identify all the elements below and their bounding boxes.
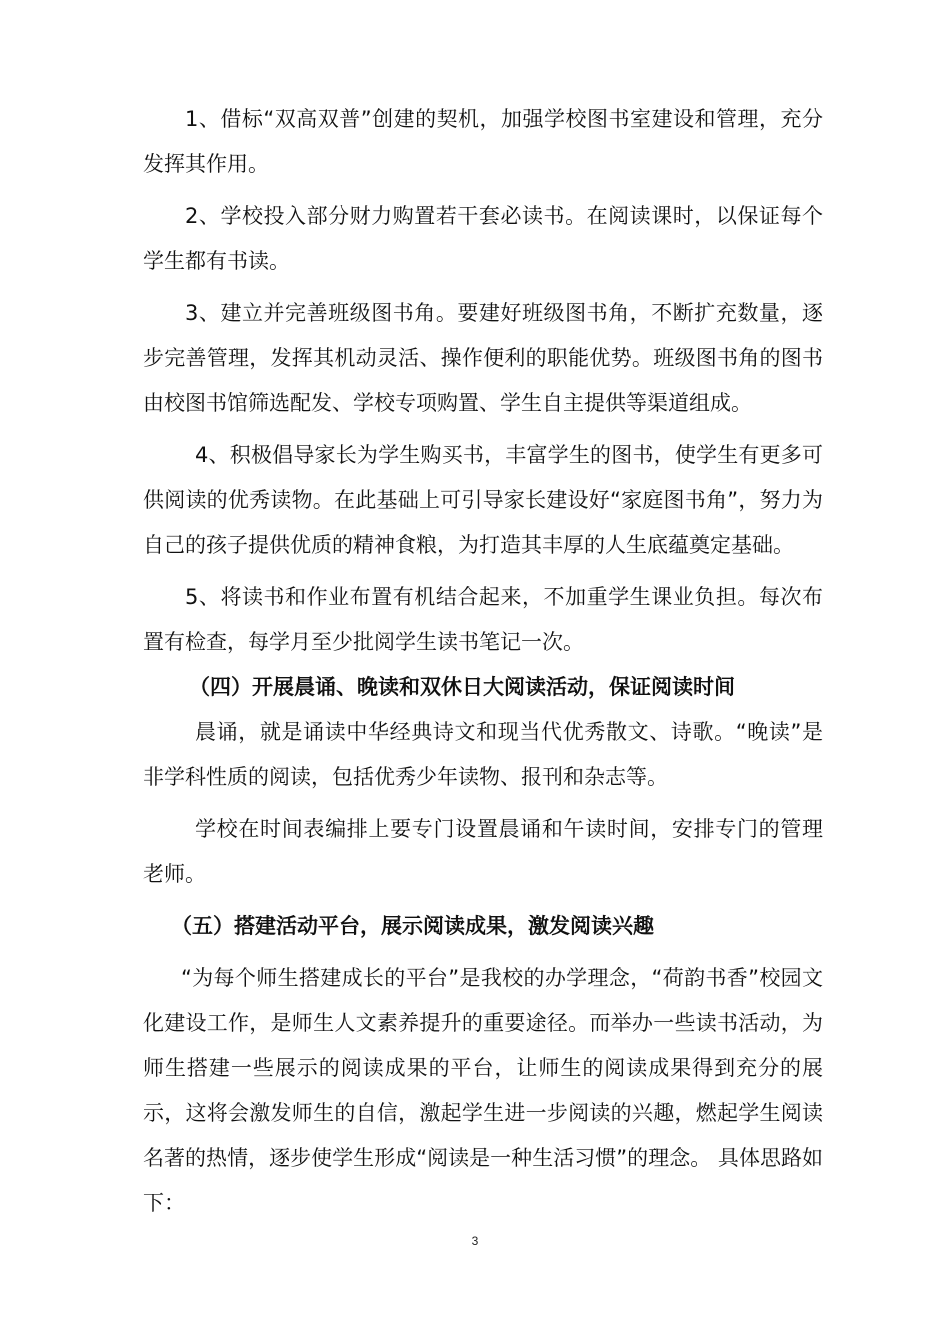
paragraph-item-1: 1、借标“双高双普”创建的契机，加强学校图书室建设和管理，充分发挥其作用。	[143, 107, 823, 176]
section-heading-5: （五）搭建活动平台，展示阅读成果，激发阅读兴趣	[171, 914, 654, 938]
paragraph-item-4: 4、积极倡导家长为学生购买书，丰富学生的图书，使学生有更多可供阅读的优秀读物。在此基础上可引导家长建设好“家庭图书角”，努力为自己的孩子提供优质的精神食粮，为打造其丰厚的人生底蕴奠定基础。	[143, 443, 823, 557]
paragraph-item-2: 2、学校投入部分财力购置若干套必读书。在阅读课时，以保证每个学生都有书读。	[143, 204, 823, 273]
document-body	[143, 97, 823, 1226]
paragraph-item-5: 5、将读书和作业布置有机结合起来，不加重学生课业负担。每次布置有检查，每学月至少批阅学生读书笔记一次。	[143, 585, 823, 654]
paragraph-item-3: 3、建立并完善班级图书角。要建好班级图书角，不断扩充数量，逐步完善管理，发挥其机动灵活、操作便利的职能优势。班级图书角的图书由校图书馆筛选配发、学校专项购置、学生自主提供等渠道组成。	[143, 301, 823, 415]
section-heading-4: （四）开展晨诵、晚读和双休日大阅读活动，保证阅读时间	[189, 675, 735, 699]
paragraph-platform: “为每个师生搭建成长的平台”是我校的办学理念，“荷韵书香”校园文化建设工作，是师生人文素养提升的重要途径。而举办一些读书活动，为师生搭建一些展示的阅读成果的平台，让师生的阅读成果得到充分的展示，这将会激发师生的自信，激起学生进一步阅读的兴趣，燃起学生阅读名著的热情，逐步使学生形成“阅读是一种生活习惯”的理念。 具体思路如下：	[143, 966, 823, 1215]
paragraph-schedule: 学校在时间表编排上要专门设置晨诵和午读时间，安排专门的管理老师。	[143, 817, 823, 886]
paragraph-morning-reading: 晨诵，就是诵读中华经典诗文和现当代优秀散文、诗歌。“晚读”是非学科性质的阅读，包括优秀少年读物、报刊和杂志等。	[143, 720, 823, 789]
page-number: 3	[471, 1234, 479, 1248]
